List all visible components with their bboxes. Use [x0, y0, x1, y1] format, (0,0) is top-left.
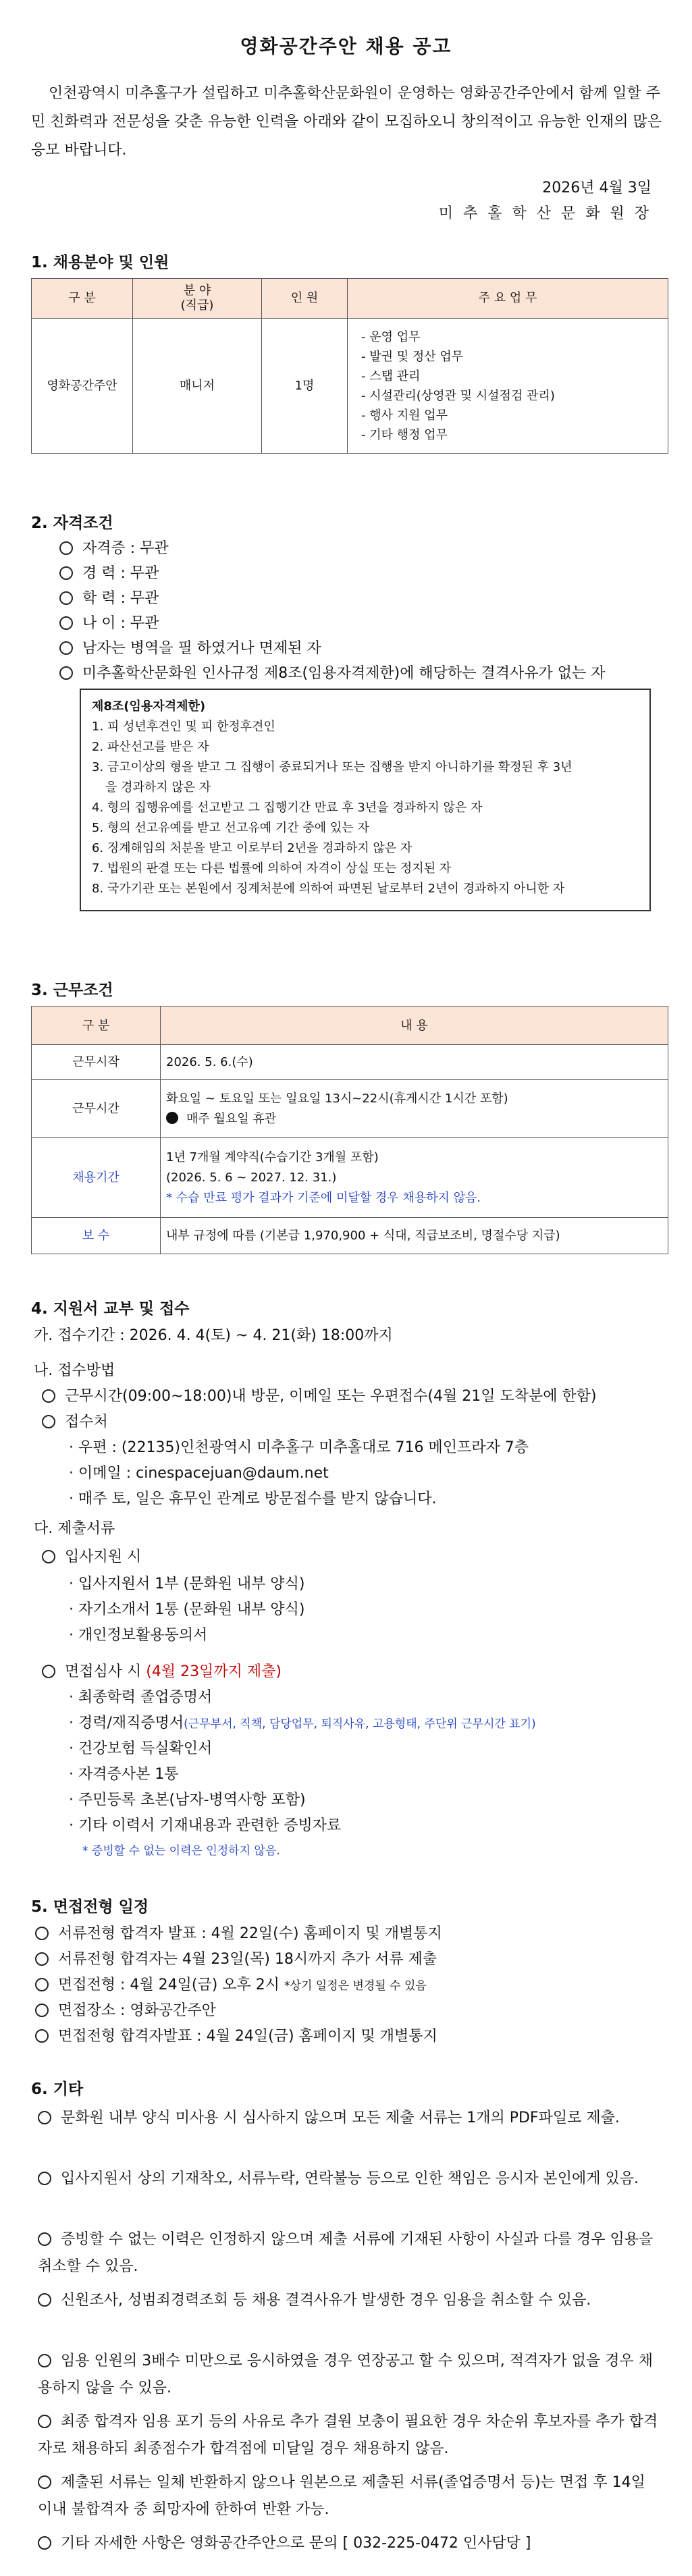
section-2-title: 2. 자격조건: [31, 514, 113, 532]
box-item: 6. 징계해임의 처분을 받고 이로부터 2년을 경과하지 않은 자: [92, 841, 412, 855]
document-item: · 기타 이력서 기재내용과 관련한 증빙자료: [69, 1817, 342, 1834]
box-item: 2. 파산선고를 받은 자: [92, 740, 209, 754]
misc-item: 임용 인원의 3배수 미만으로 응시하였을 경우 연장공고 할 수 있으며, 적격자가 없을 경우 채용하지 않을 수 있음.: [38, 2353, 653, 2396]
box-item: 7. 법원의 판결 또는 다른 법률에 의하여 자격이 상실 또는 정지된 자: [92, 861, 452, 876]
circle-bullet-icon: [35, 2029, 49, 2043]
duty-item: - 행사 지원 업무: [361, 408, 448, 423]
document-item: · 경력/재직증명서(근무부서, 직책, 담당업무, 퇴직사유, 고용형태, 주단위 근무시간 표기): [69, 1715, 536, 1732]
email-address: · 이메일 : cinespacejuan@daum.net: [69, 1465, 329, 1482]
misc-item: 신원조사, 성범죄경력조회 등 채용 결격사유가 발생한 경우 임용을 취소할 수 있음.: [38, 2287, 659, 2314]
documents-group: 면접심사 시 (4월 23일까지 제출): [42, 1661, 282, 1683]
qualification-item: 학 력 : 무관: [59, 587, 159, 610]
section-1-title: 1. 채용분야 및 인원: [31, 254, 169, 271]
document-item: · 건강보험 득실확인서: [69, 1740, 213, 1757]
document-item: · 자격증사본 1통: [69, 1766, 179, 1783]
duty-item: - 스탭 관리: [361, 369, 421, 383]
positions-table: [31, 278, 668, 454]
page-title: 영화공간주안 채용 공고: [240, 35, 452, 57]
section-4-title: 4. 지원서 교부 및 접수: [31, 1300, 190, 1318]
table-row: [32, 1138, 668, 1218]
intro-paragraph: 인천광역시 미추홀구가 설립하고 미추홀학산문화원이 운영하는 영화공간주안에서 함께 일할 주민 친화력과 전문성을 갖춘 유능한 인력을 아래와 같이 모집하오니 창의적이고 유능한 인재의 많은 응모 바랍니다.: [31, 85, 662, 159]
conditions-table: [31, 1006, 668, 1254]
box-item: 3. 금고이상의 형을 받고 그 집행이 종료되거나 또는 집행을 받지 아니하기를 확정된 후 3년: [92, 760, 573, 774]
table-row: [32, 1045, 668, 1080]
circle-bullet-icon: [59, 641, 73, 655]
section-5-title: 5. 면접전형 일정: [31, 1898, 149, 1916]
misc-item: 증빙할 수 없는 이력은 인정하지 않으며 제출 서류에 기재된 사항이 사실과 다를 경우 임용을 취소할 수 있음.: [38, 2231, 654, 2275]
document-item: · 자기소개서 1통 (문화원 내부 양식): [69, 1601, 305, 1618]
period-label: 채용기간: [32, 1138, 161, 1218]
circle-bullet-icon: [38, 2415, 51, 2428]
cell-field: 매니저: [133, 319, 262, 454]
start-label: 근무시작: [32, 1045, 161, 1080]
circle-bullet-icon: [35, 1927, 49, 1940]
cell-division: 영화공간주안: [32, 319, 133, 454]
notice-date: 2026년 4월 3일: [542, 180, 651, 196]
section-6-title: 6. 기타: [31, 2081, 84, 2098]
disqualification-box: [80, 689, 651, 911]
circle-bullet-icon: [59, 616, 73, 630]
misc-item: 입사지원서 상의 기재착오, 서류누락, 연락불능 등으로 인한 책임은 응시자 본인에게 있음.: [38, 2166, 659, 2193]
col-header-content: 내 용: [161, 1007, 668, 1045]
circle-bullet-icon: [35, 1978, 49, 1991]
qualification-item: 자격증 : 무관: [59, 537, 169, 560]
mail-address: · 우편 : (22135)인천광역시 미추홀구 미추홀대로 716 메인프라자 7층: [69, 1439, 529, 1456]
filled-bullet-icon: [166, 1112, 178, 1124]
evidence-note: * 증빙할 수 없는 이력은 인정하지 않음.: [82, 1844, 280, 1858]
probation-note: * 수습 만료 평가 결과가 기준에 미달할 경우 채용하지 않음.: [166, 1190, 481, 1205]
schedule-item: 서류전형 합격자는 4월 23일(목) 18시까지 추가 서류 제출: [35, 1948, 437, 1970]
circle-bullet-icon: [38, 2293, 51, 2307]
application-method-item: 근무시간(09:00~18:00)내 방문, 이메일 또는 우편접수(4월 21일 도착분에 한함): [42, 1385, 597, 1407]
documents-group: 입사지원 시: [42, 1546, 141, 1568]
schedule-item: 면접전형 합격자발표 : 4월 24일(금) 홈페이지 및 개별통지: [35, 2025, 437, 2047]
misc-item: 최종 합격자 임용 포기 등의 사유로 추가 결원 보충이 필요한 경우 차순위 후보자를 추가 합격자로 채용하되 최종점수가 합격점에 미달일 경우 채용하지 않음.: [38, 2413, 658, 2457]
circle-bullet-icon: [59, 566, 73, 580]
circle-bullet-icon: [42, 1415, 55, 1428]
col-header-field: 분 야 (직급): [133, 279, 262, 319]
notice-signer: 미 추 홀 학 산 문 화 원 장: [438, 205, 651, 222]
circle-bullet-icon: [35, 2004, 49, 2017]
schedule-item: 서류전형 합격자 발표 : 4월 22일(수) 홈페이지 및 개별통지: [35, 1923, 442, 1945]
box-title: 제8조(임용자격제한): [92, 699, 206, 714]
box-item: 5. 형의 선고유예를 받고 선고유예 기간 중에 있는 자: [92, 821, 369, 835]
schedule-item: 면접전형 : 4월 24일(금) 오후 2시 *상기 일정은 변경될 수 있음: [35, 1974, 427, 1996]
table-row: [32, 1080, 668, 1138]
circle-bullet-icon: [42, 1550, 55, 1563]
visit-notice: · 매주 토, 일은 휴무인 관계로 방문접수를 받지 않습니다.: [69, 1491, 437, 1507]
col-header-duties: 주 요 업 무: [348, 279, 668, 319]
qualification-item: 경 력 : 무관: [59, 562, 159, 585]
pay-label: 보 수: [32, 1218, 161, 1254]
cell-duties: [348, 319, 668, 454]
qualification-item: 미추홀학산문화원 인사규정 제8조(임용자격제한)에 해당하는 결격사유가 없는 자: [59, 662, 605, 685]
col-header-division: 구 분: [32, 279, 133, 319]
contact-item: 기타 자세한 사항은 영화공간주안으로 문의 [ 032-225-0472 인사담당 ]: [38, 2530, 659, 2557]
qualification-item: 나 이 : 무관: [59, 612, 159, 635]
application-period: 가. 접수기간 : 2026. 4. 4(토) ~ 4. 21(화) 18:00까지: [34, 1327, 393, 1344]
conditions-table-header: [32, 1007, 668, 1045]
document-item: · 개인정보활용동의서: [69, 1627, 208, 1644]
period-value: 1년 7개월 계약직(수습기간 3개월 포함) (2026. 5. 6 ~ 2027. 12. 31.) * 수습 만료 평가 결과가 기준에 미달할 경우 채용하지 않음.: [161, 1138, 668, 1218]
positions-table-header: [32, 279, 668, 319]
hours-label: 근무시간: [32, 1080, 161, 1138]
schedule-item: 면접장소 : 영화공간주안: [35, 2000, 216, 2022]
box-item: 1. 피 성년후견인 및 피 한정후견인: [92, 720, 275, 734]
circle-bullet-icon: [38, 2536, 51, 2550]
schedule-change-note: *상기 일정은 변경될 수 있음: [284, 1979, 427, 1993]
document-item: · 주민등록 초본(남자-병역사항 포함): [69, 1792, 306, 1808]
circle-bullet-icon: [42, 1665, 55, 1678]
box-item: 을 경과하지 않은 자: [105, 780, 211, 795]
circle-bullet-icon: [59, 541, 73, 555]
circle-bullet-icon: [38, 2232, 51, 2246]
application-method-item: 접수처: [42, 1411, 108, 1433]
box-item: 8. 국가기관 또는 본원에서 징계처분에 의하여 파면된 날로부터 2년이 경과하지 아니한 자: [92, 882, 565, 896]
application-method-heading: 나. 접수방법: [34, 1362, 115, 1379]
hours-value: 화요일 ~ 토요일 또는 일요일 13시~22시(휴게시간 1시간 포함) 매주 월요일 휴관: [161, 1080, 668, 1138]
circle-bullet-icon: [42, 1389, 55, 1403]
duty-item: - 발권 및 정산 업무: [361, 349, 464, 364]
circle-bullet-icon: [35, 1952, 49, 1966]
circle-bullet-icon: [38, 2475, 51, 2489]
col-header-category: 구 분: [32, 1007, 161, 1045]
circle-bullet-icon: [38, 2354, 51, 2367]
qualification-item: 남자는 병역을 필 하였거나 면제된 자: [59, 637, 321, 660]
document-item: · 최종학력 졸업증명서: [69, 1689, 213, 1706]
circle-bullet-icon: [38, 2111, 51, 2124]
pay-value: 내부 규정에 따름 (기본급 1,970,900 + 식대, 직급보조비, 명절수당 지급): [161, 1218, 668, 1254]
misc-item: 문화원 내부 양식 미사용 시 심사하지 않으며 모든 제출 서류는 1개의 PDF파일로 제출.: [38, 2105, 659, 2132]
circle-bullet-icon: [59, 666, 73, 680]
table-row: [32, 319, 668, 454]
document-item: · 입사지원서 1부 (문화원 내부 양식): [69, 1576, 305, 1592]
circle-bullet-icon: [59, 591, 73, 605]
section-3-title: 3. 근무조건: [31, 982, 113, 999]
start-value: 2026. 5. 6.(수): [161, 1045, 668, 1080]
duty-item: - 시설관리(상영관 및 시설점검 관리): [361, 388, 555, 403]
misc-item: 제출된 서류는 일체 반환하지 않으나 원본으로 제출된 서류(졸업증명서 등)는 면접 후 14일 이내 불합격자 중 희망자에 한하여 반환 가능.: [38, 2474, 645, 2518]
cell-count: 1명: [262, 319, 348, 454]
table-row: [32, 1218, 668, 1254]
box-item: 4. 형의 집행유예를 선고받고 그 집행기간 만료 후 3년을 경과하지 않은 자: [92, 801, 483, 815]
documents-heading: 다. 제출서류: [34, 1520, 115, 1537]
duty-item: - 운영 업무: [361, 329, 421, 344]
col-header-count: 인 원: [262, 279, 348, 319]
circle-bullet-icon: [38, 2172, 51, 2185]
duty-item: - 기타 행정 업무: [361, 427, 448, 442]
